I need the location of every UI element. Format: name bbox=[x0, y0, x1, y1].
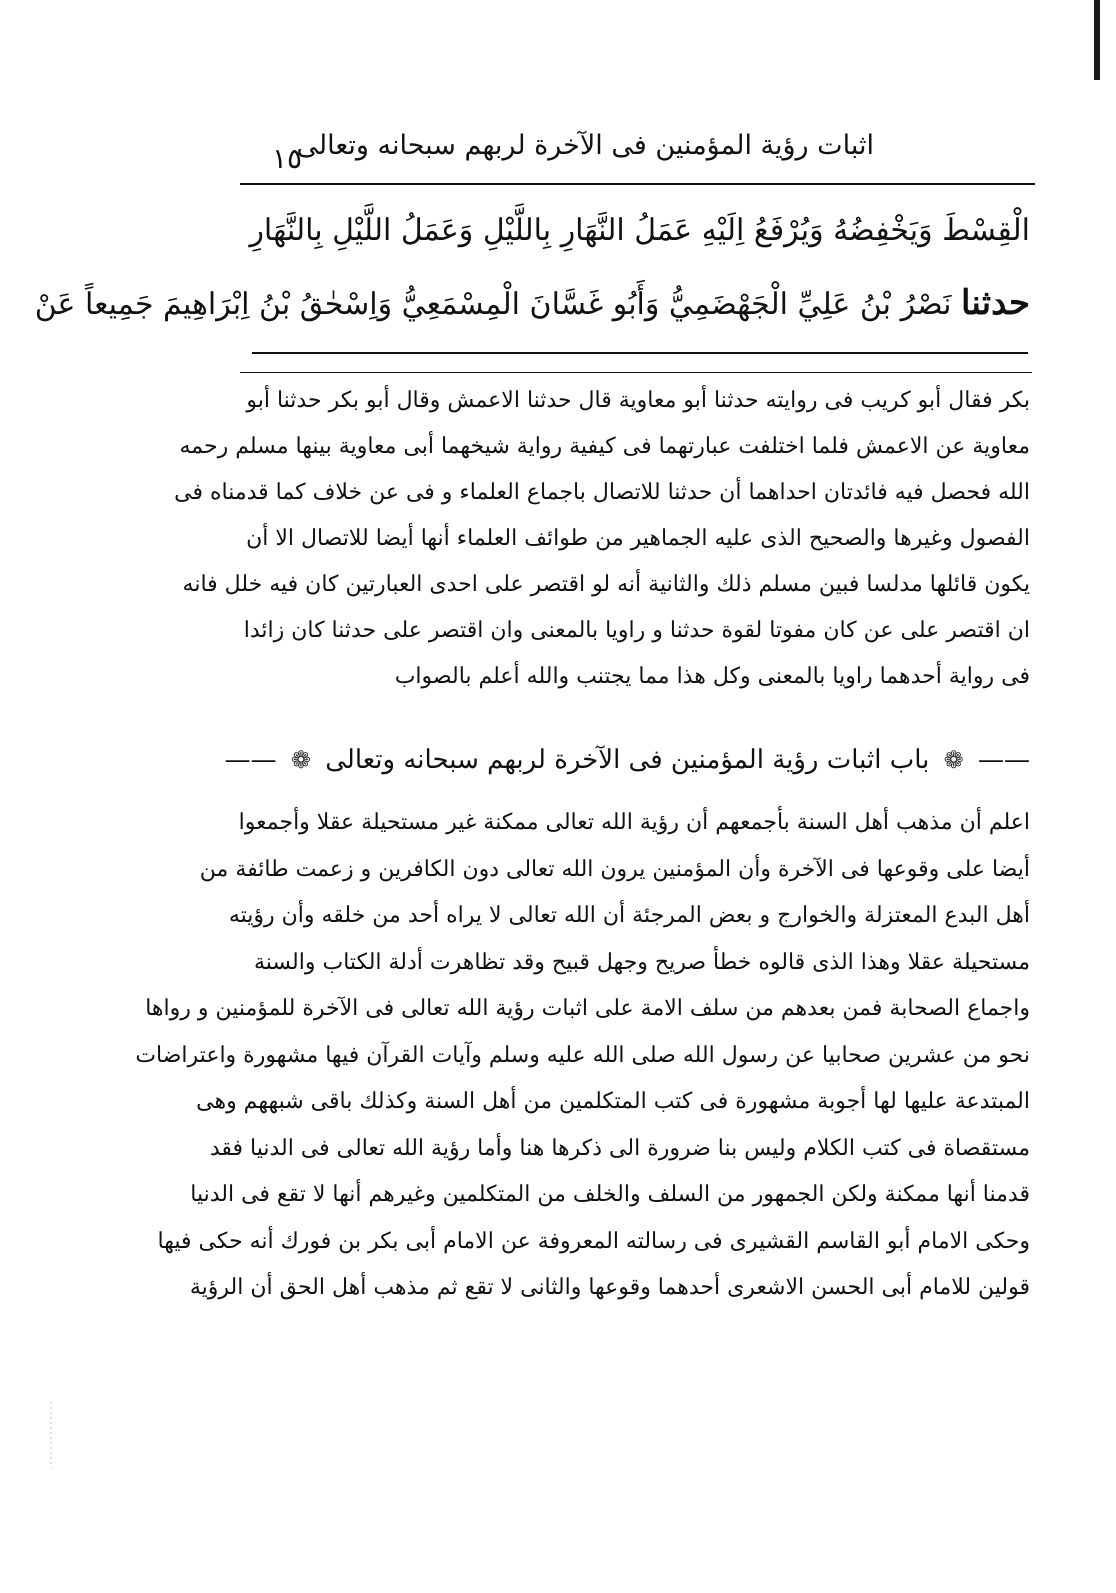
page-edge-line bbox=[1094, 0, 1100, 80]
section-divider bbox=[240, 372, 1032, 373]
commentary-line: الله فحصل فيه فائدتان احداهما أن حدثنا للاتصال باجماع العلماء و فى عن خلاف كما قدمناه فى bbox=[174, 480, 1030, 505]
body-line: المبتدعة عليها لها أجوبة مشهورة فى كتب المتكلمين من أهل السنة وكذلك باقى شبههم وهى bbox=[196, 1089, 1030, 1114]
hadith-line-text: نَصْرُ بْنُ عَلِيِّ الْجَهْضَمِيُّ وَأَبُو غَسَّانَ الْمِسْمَعِيُّ وَاِسْحٰقُ بْنُ اِبْرَاهِيمَ جَمِيعاً عَنْ bbox=[34, 287, 952, 322]
commentary-line: فى رواية أحدهما راويا بالمعنى وكل هذا مما يجتنب والله أعلم بالصواب bbox=[394, 664, 1030, 689]
body-line: أيضا على وقوعها فى الآخرة وأن المؤمنين يرون الله تعالى دون الكافرين و زعمت طائفة من bbox=[199, 856, 1030, 882]
body-line: مستحيلة عقلا وهذا الذى قالوه خطأ صريح وجهل قبيح وقد تظاهرت أدلة الكتاب والسنة bbox=[254, 949, 1030, 975]
hadith-lead-word: حدثنا bbox=[961, 283, 1030, 323]
body-line: قدمنا أنها ممكنة ولكن الجمهور من السلف والخلف من المتكلمين وغيرهم أنها لا تقع فى الدنيا bbox=[190, 1182, 1030, 1207]
heading-dash: —— bbox=[224, 745, 277, 775]
header-divider bbox=[240, 183, 1035, 185]
body-line: قولين للامام أبى الحسن الاشعرى أحدهما وقوعها والثانى لا تقع ثم مذهب أهل الحق أن الرؤية bbox=[189, 1275, 1030, 1300]
commentary-line: معاوية عن الاعمش فلما اختلفت عبارتهما فى كيفية رواية شيخهما أبى معاوية بينها مسلم رحمه bbox=[179, 434, 1030, 459]
running-title: اثبات رؤية المؤمنين فى الآخرة لربهم سبحانه وتعالى bbox=[296, 130, 874, 161]
chapter-body-text bbox=[135, 800, 1030, 1312]
section-divider bbox=[252, 352, 1028, 354]
hadith-text bbox=[34, 195, 1030, 339]
chapter-title: باب اثبات رؤية المؤمنين فى الآخرة لربهم سبحانه وتعالى bbox=[325, 745, 930, 775]
page-header bbox=[240, 120, 880, 176]
margin-scan-mark bbox=[44, 1400, 58, 1470]
floral-ornament-icon: ❁ bbox=[943, 746, 964, 774]
commentary-line: يكون قائلها مدلسا فبين مسلم ذلك والثانية أنه لو اقتصر على احدى العبارتين كان فيه خلل فانه bbox=[182, 572, 1030, 597]
body-line: وحكى الامام أبو القاسم القشيرى فى رسالته المعروفة عن الامام أبى بكر بن فورك أنه حكى فيها bbox=[157, 1228, 1030, 1254]
body-line: مستقصاة فى كتب الكلام وليس بنا ضرورة الى ذكرها هنا وأما رؤية الله تعالى فى الدنيا فقد bbox=[209, 1135, 1030, 1161]
body-line: واجماع الصحابة فمن بعدهم من سلف الامة على اثبات رؤية الله تعالى فى الآخرة للمؤمنين و رواها bbox=[145, 996, 1030, 1021]
commentary-text bbox=[174, 378, 1030, 700]
hadith-line: الْقِسْطَ وَيَخْفِضُهُ وَيُرْفَعُ اِلَيْهِ عَمَلُ النَّهَارِ بِاللَّيْلِ وَعَمَلُ اللَّيْلِ بِالنَّهَارِ bbox=[249, 213, 1030, 248]
body-line: نحو من عشرين صحابيا عن رسول الله صلى الله عليه وسلم وآيات القرآن فيها مشهورة واعتراضات bbox=[135, 1042, 1030, 1068]
hadith-line bbox=[34, 267, 1030, 339]
commentary-line: ان اقتصر على عن كان مفوتا لقوة حدثنا و راويا بالمعنى وان اقتصر على حدثنا كان زائدا bbox=[243, 618, 1030, 643]
commentary-line: الفصول وغيرها والصحيح الذى عليه الجماهير من طوائف العلماء أنها أيضا للاتصال الا أن bbox=[246, 526, 1030, 551]
body-line: أهل البدع المعتزلة والخوارج و بعض المرجئة أن الله تعالى لا يراه أحد من خلقه وأن رؤيته bbox=[228, 903, 1030, 928]
commentary-line: بكر فقال أبو كريب فى روايته حدثنا أبو معاوية قال حدثنا الاعمش وقال أبو بكر حدثنا أبو bbox=[246, 388, 1030, 413]
chapter-heading bbox=[224, 745, 1030, 795]
floral-ornament-icon: ❁ bbox=[290, 746, 311, 774]
page-number: ١٥ bbox=[272, 142, 303, 175]
body-line: اعلم أن مذهب أهل السنة بأجمعهم أن رؤية الله تعالى ممكنة غير مستحيلة عقلا وأجمعوا bbox=[238, 810, 1030, 835]
heading-dash: —— bbox=[978, 745, 1030, 775]
